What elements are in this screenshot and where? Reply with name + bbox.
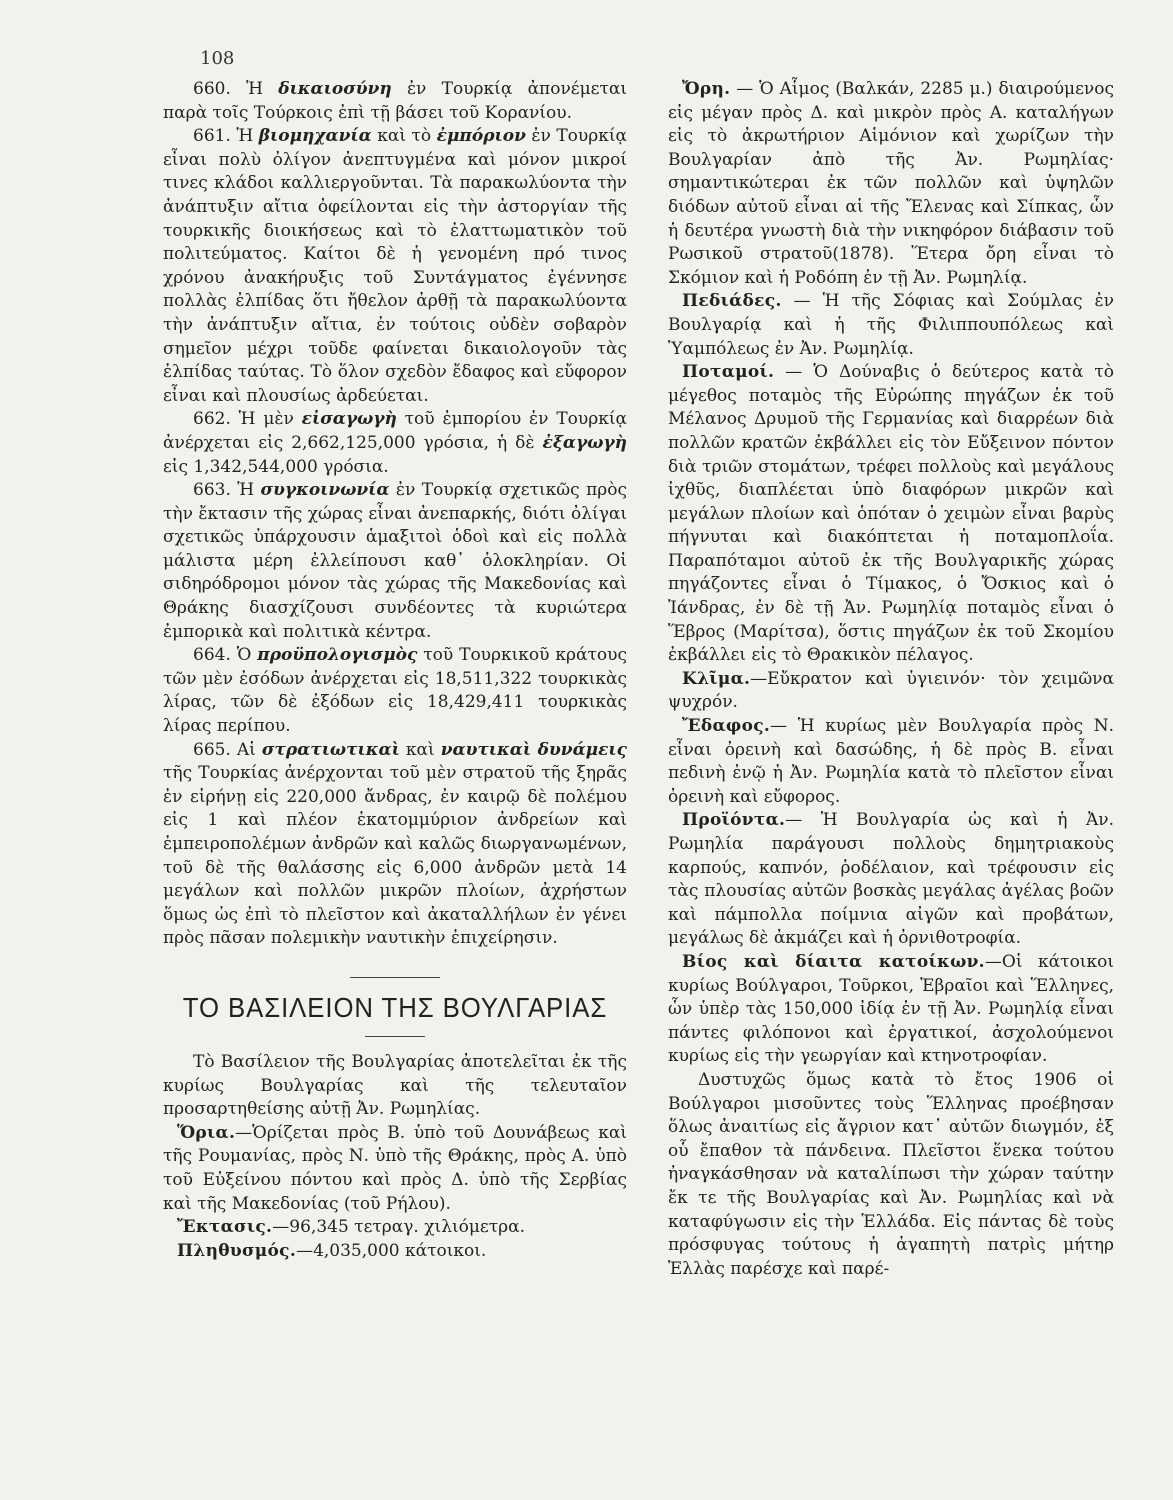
section-potamoi: Ποταμοί. — Ὁ Δούναβις ὁ δεύτερος κατὰ τὸ μέγεθος ποταμὸς τῆς Εὐρώπης πηγάζων ἐκ τοῦ Μέλανος Δρυμοῦ τῆς Γερμανίας καὶ διαρρέων διὰ πολλῶν κρατῶν ἐκβάλλει εἰς τὸν Εὔξεινον πόντον διὰ τριῶν στομάτων, τρέφει πολλοὺς καὶ μεγάλους ἰχθῦς, διαπλέεται ὑπὸ διαφόρων μικρῶν καὶ μεγάλων πλοίων καὶ ὁπόταν ὁ χειμὼν εἶναι βαρὺς πήγνυται καὶ διακόπτεται ἡ ποταμοπλοΐα. Παραπόταμοι αὐτοῦ ἐκ τῆς Βουλγαρικῆς χώρας πηγάζοντες εἶναι ὁ Τίμακος, ὁ Ὄσκιος καὶ ὁ Ἰάνδρας, ἐν δὲ τῇ Ἀν. Ρωμηλίᾳ ποταμὸς εἶναι ὁ Ἕβρος (Μαρίτσα), ὅστις πηγάζων ἐκ τοῦ Σκομίου ἐκβάλλει εἰς τὸ Θρακικὸν πέλαγος. [668,362,1114,666]
paragraph-persecution: Δυστυχῶς ὅμως κατὰ τὸ ἔτος 1906 οἱ Βούλγαροι μισοῦντες τοὺς Ἕλληνας προέβησαν ὅλως ἀναιτίως εἰς ἄγριον κατ᾽ αὐτῶν διωγμόν, ἐξ οὗ ἔπαθον τὰ πάνδεινα. Πλεῖστοι ἕνεκα τούτου ἠναγκάσθησαν νὰ καταλίπωσι τὴν χώραν ταύτην ἔκ τε τῆς Βουλγαρίας καὶ Ἀν. Ρωμηλίας καὶ νὰ καταφύγωσιν εἰς τὴν Ἑλλάδα. Εἰς πάντας δὲ τοὺς πρόσφυγας τούτους ἡ ἀγαπητὴ πατρὶς μήτηρ Ἑλλὰς παρέσχε καὶ παρέ- [668,1069,1114,1279]
paragraph-662: 662. Ἡ μὲν εἰσαγωγὴ τοῦ ἐμπορίου ἐν Τουρκίᾳ ἀνέρχεται εἰς 2,662,125,000 γρόσια, ἡ δὲ ἐξαγωγὴ εἰς 1,342,544,000 γρόσια. [163,409,628,477]
paragraph-665: 665. Αἱ στρατιωτικαὶ καὶ ναυτικαὶ δυνάμεις τῆς Τουρκίας ἀνέρχονται τοῦ μὲν στρατοῦ τῆς ξηρᾶς ἐν εἰρήνῃ εἰς 220,000 ἄνδρας, ἐν καιρῷ δὲ πολέμου εἰς 1 καὶ πλέον ἑκατομμύριον ἀνδρείων καὶ ἐμπειροπολέμων ἀνδρῶν καὶ καλῶς διωργανωμένων, τοῦ δὲ τῆς θαλάσσης εἰς 6,000 ἀνδρῶν μετὰ 14 μεγάλων καὶ πολλῶν μικρῶν πλοίων, ἀχρήστων ὅμως ὡς ἐπὶ τὸ πλεῖστον καὶ ἀκαταλλήλων ἐν γένει πρὸς πᾶσαν πολεμικὴν ναυτικὴν ἐπιχείρησιν. [163,739,627,949]
section-plithysmos: Πληθυσμός.—4,035,000 κάτοικοι. [163,1240,627,1264]
intro-paragraph: Τὸ Βασίλειον τῆς Βουλγαρίας ἀποτελεῖται ἐκ τῆς κυρίως Βουλγαρίας καὶ τῆς τελευταῖον προσαρτηθείσης αὐτῇ Ἀν. Ρωμηλίας. [163,1051,627,1120]
section-ori: Ὄρη. — Ὁ Αἷμος (Βαλκάν, 2285 μ.) διαιρούμενος εἰς μέγαν πρὸς Δ. καὶ μικρὸν πρὸς Α. καταλήγων εἰς τὸ ἀκρωτήριον Αἱμόνιον καὶ χωρίζων τὴν Βουλγαρίαν ἀπὸ τῆς Ἀν. Ρωμηλίας· σημαντικώτεραι ἐκ τῶν πολλῶν καὶ ὑψηλῶν διόδων αὐτοῦ εἶναι αἱ τῆς Ἔλενας καὶ Σίπκας, ὧν ἡ δευτέρα γνωστὴ διὰ τὴν νικηφόρον διάβασιν τοῦ Ρωσικοῦ στρατοῦ(1878). Ἕτερα ὄρη εἶναι τὸ Σκόμιον καὶ ἡ Ροδόπη ἐν τῇ Ἀν. Ρωμηλίᾳ. [668,79,1114,288]
heading-bios: Βίος καὶ δίαιτα κατοίκων. [682,951,985,972]
right-column [668,78,1114,1281]
divider-top [350,977,440,978]
heading-ektasis: Ἔκτασις. [177,1217,273,1238]
paragraph-663: 663. Ἡ συγκοινωνία ἐν Τουρκίᾳ σχετικῶς πρὸς τὴν ἔκτασιν τῆς χώρας εἶναι ἀνεπαρκής, διότι ὀλίγαι σχετικῶς ὑπάρχουσιν ἁμαξιτοὶ ὁδοὶ καὶ εἰς πολλὰ μάλιστα μέρη ἐλλείπουσι καθ᾽ ὁλοκληρίαν. Οἱ σιδηρόδρομοι μόνον τὰς χώρας τῆς Μακεδονίας καὶ Θράκης διασχίζουσι συνδέοντες τὰ κυριώτερα ἐμπορικὰ καὶ πολιτικὰ κέντρα. [163,480,627,642]
heading-pediades: Πεδιάδες. [682,291,782,312]
heading-potamoi: Ποταμοί. [682,362,775,383]
paragraph-660: 660. Ἡ δικαιοσύνη ἐν Τουρκίᾳ ἀπονέμεται παρὰ τοῖς Τούρκοις ἐπὶ τῇ βάσει τοῦ Κορανίου. [163,79,628,123]
section-pediades: Πεδιάδες. — Ἡ τῆς Σόφιας καὶ Σούμλας ἐν Βουλγαρίᾳ καὶ ἡ τῆς Φιλιππουπόλεως καὶ Ὑαμπόλεως ἐν Ἀν. Ρωμηλίᾳ. [668,291,1114,359]
section-bios: Βίος καὶ δίαιτα κατοίκων.—Οἱ κάτοικοι κυρίως Βούλγαροι, Τοῦρκοι, Ἑβραῖοι καὶ Ἕλληνες, ὧν ὑπὲρ τὰς 150,000 ἰδίᾳ ἐν τῇ Ἀν. Ρωμηλίᾳ εἶναι πάντες φιλόπονοι καὶ ἐργατικοί, ἀσχολούμενοι κυρίως εἰς τὴν γεωργίαν καὶ κτηνοτροφίαν. [668,951,1114,1067]
heading-oria: Ὅρια. [177,1122,236,1143]
section-klima: Κλῖμα.—Εὔκρατον καὶ ὑγιεινόν· τὸν χειμῶνα ψυχρόν. [668,668,1114,713]
section-title: ΤΟ ΒΑΣΙΛΕΙΟΝ ΤΗΣ ΒΟΥΛΓΑΡΙΑΣ [182,991,608,1023]
divider-bottom [365,1036,425,1037]
section-ektasis: Ἔκτασις.—96,345 τετραγ. χιλιόμετρα. [163,1216,627,1240]
heading-plithysmos: Πληθυσμός. [177,1240,297,1261]
left-column [163,78,627,1263]
paragraph-664: 664. Ὁ προϋπολογισμὸς τοῦ Τουρκικοῦ κράτους τῶν μὲν ἐσόδων ἀνέρχεται εἰς 18,511,322 τουρκικὰς λίρας, τῶν δὲ ἐξόδων εἰς 18,429,411 τουρκικὰς λίρας περίπου. [163,645,627,737]
heading-proionta: Προϊόντα. [682,810,786,831]
page-number: 108 [200,48,235,69]
heading-edafos: Ἔδαφος. [682,716,771,737]
section-oria: Ὅρια.—Ὁρίζεται πρὸς Β. ὑπὸ τοῦ Δουνάβεως καὶ τῆς Ρουμανίας, πρὸς Ν. ὑπὸ τῆς Θράκης, πρὸς Α. ὑπὸ τοῦ Εὐξείνου πόντου καὶ πρὸς Δ. ὑπὸ τῆς Σερβίας καὶ τῆς Μακεδονίας (τοῦ Ρήλου). [163,1122,627,1214]
heading-ori: Ὄρη. [682,79,731,99]
section-edafos: Ἔδαφος.— Ἡ κυρίως μὲν Βουλγαρία πρὸς Ν. εἶναι ὀρεινὴ καὶ δασώδης, ἡ δὲ πρὸς Β. εἶναι πεδινὴ ἐνῷ ἡ Ἀν. Ρωμηλία κατὰ τὸ πλεῖστον εἶναι ὀρεινὴ καὶ εὔφορος. [668,716,1114,807]
paragraph-661: 661. Ἡ βιομηχανία καὶ τὸ ἐμπόριον ἐν Τουρκίᾳ εἶναι πολὺ ὀλίγον ἀνεπτυγμένα καὶ μόνον μικροί τινες κλάδοι καλλιεργοῦνται. Τὰ παρακωλύοντα τὴν ἀνάπτυξιν αἴτια ὀφείλονται εἰς τὴν ἀστοργίαν τῆς τουρκικῆς διοικήσεως καὶ τὸ ἐλαττωματικὸν τοῦ πολιτεύματος. Καίτοι δὲ ἡ γενομένη πρό τινος χρόνου ἀνακήρυξις τοῦ Συντάγματος ἐγέννησε πολλὰς ἐλπίδας ὅτι ἤθελον ἀρθῇ τὰ παρακωλύοντα τὴν ἀνάπτυξιν αἴτια, ἐν τούτοις οὐδὲν σοβαρὸν σημεῖον μέχρι τοῦδε φαίνεται δικαιολογοῦν τὰς ἐλπίδας ταύτας. Τὸ ὅλον σχεδὸν ἔδαφος καὶ εὔφορον εἶναι καὶ πλουσίως ἀρδεύεται. [163,126,628,406]
section-proionta: Προϊόντα.— Ἡ Βουλγαρία ὡς καὶ ἡ Ἀν. Ρωμηλία παράγουσι πολλοὺς δημητριακοὺς καρπούς, καπνόν, ῥοδέλαιον, καὶ τρέφουσιν εἰς τὰς πλουσίας αὐτῶν βοσκὰς μεγάλας ἀγέλας βοῶν καὶ πάμπολλα ποίμνια αἰγῶν καὶ προβάτων, μεγάλως δὲ ἀκμάζει καὶ ἡ ὀρνιθοτροφία. [668,810,1114,949]
heading-klima: Κλῖμα. [682,668,751,689]
